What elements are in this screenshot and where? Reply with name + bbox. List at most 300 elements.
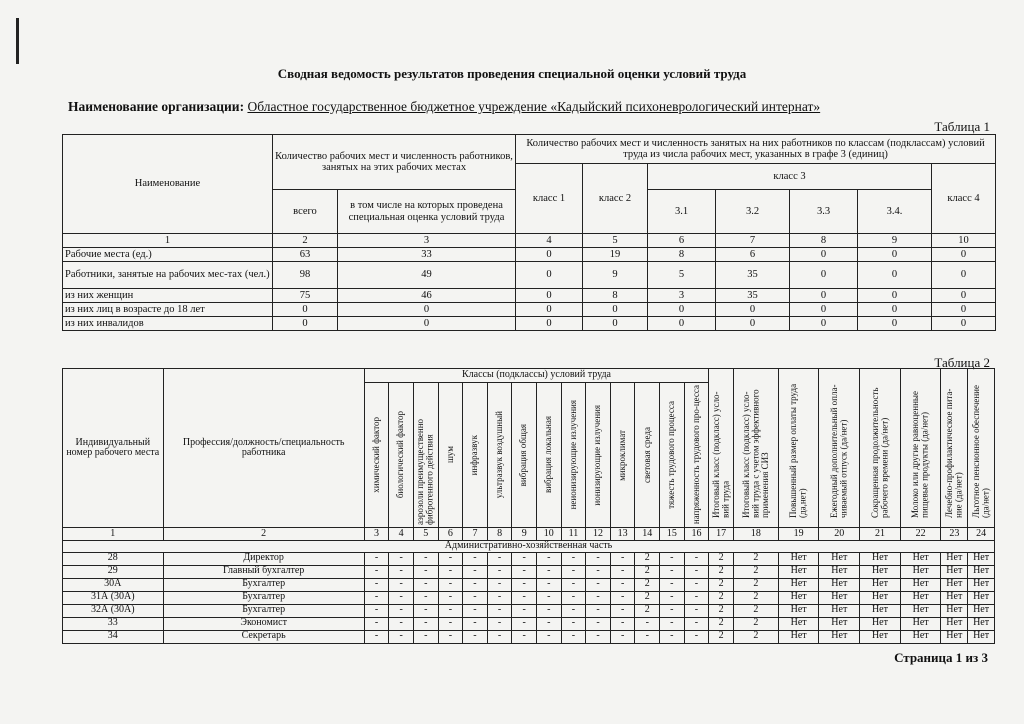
organization-line (68, 99, 820, 115)
t2-cell: - (512, 604, 537, 617)
t2-cell: Нет (819, 617, 860, 630)
t2-cell: 2 (733, 578, 778, 591)
t1-column-number: 7 (716, 234, 790, 248)
t2-column-number: 7 (463, 528, 488, 541)
t2-cell: - (512, 591, 537, 604)
t2-cell: - (364, 552, 389, 565)
vertical-header-text: Льготное пенсионное обеспечение (да/нет) (970, 385, 991, 518)
t2-cell: Нет (968, 552, 995, 565)
t2-cell: - (364, 591, 389, 604)
t2-cell: - (684, 591, 709, 604)
t2-cell: 2 (635, 552, 660, 565)
t1-cell: 0 (932, 262, 996, 289)
t2-cell: - (610, 591, 635, 604)
t1-cell: 0 (932, 248, 996, 262)
t2-cell: - (364, 604, 389, 617)
t2-header-summary (709, 369, 734, 528)
t1-cell: 0 (648, 303, 716, 317)
t2-cell: Нет (778, 617, 819, 630)
t2-header-factor (660, 383, 685, 528)
t2-cell: - (438, 591, 463, 604)
t2-cell: - (463, 630, 488, 643)
t2-cell: - (463, 552, 488, 565)
t1-cell: 0 (516, 289, 583, 303)
t1-cell: 6 (716, 248, 790, 262)
t1-cell: 75 (273, 289, 338, 303)
t2-header-factor (610, 383, 635, 528)
t1-cell: 0 (858, 248, 932, 262)
t2-cell: - (537, 552, 562, 565)
t1-cell: 46 (338, 289, 516, 303)
t2-column-number: 8 (487, 528, 512, 541)
vertical-header-text: микроклимат (616, 429, 627, 481)
t2-cell: - (389, 617, 414, 630)
t1-cell: 0 (858, 262, 932, 289)
t2-header-factor (561, 383, 586, 528)
t2-cell: - (463, 617, 488, 630)
t2-header-factor (413, 383, 438, 528)
t2-cell: Нет (900, 630, 941, 643)
t2-cell: - (561, 552, 586, 565)
t2-column-number: 4 (389, 528, 414, 541)
t2-header-factor (684, 383, 709, 528)
t2-cell: - (660, 591, 685, 604)
t2-cell: - (660, 617, 685, 630)
t1-cell: 35 (716, 289, 790, 303)
t2-header-summary (860, 369, 901, 528)
t1-cell: 0 (648, 317, 716, 331)
t2-cell: - (487, 552, 512, 565)
vertical-header-text: инфразвук (469, 434, 480, 476)
table-row (63, 565, 995, 578)
t1-column-numbers (63, 234, 996, 248)
t2-row-id: 30А (63, 578, 164, 591)
t2-cell: - (684, 578, 709, 591)
t2-column-number: 1 (63, 528, 164, 541)
t2-cell: Нет (860, 617, 901, 630)
t2-cell: - (413, 578, 438, 591)
t2-cell: - (413, 565, 438, 578)
t2-cell: Нет (900, 565, 941, 578)
t1-header-assessed: в том числе на которых проведена специальная оценка условий труда (338, 190, 516, 234)
t2-cell: - (364, 565, 389, 578)
t2-cell: Нет (778, 591, 819, 604)
t2-header-summary (819, 369, 860, 528)
t2-cell: - (610, 552, 635, 565)
t2-cell: - (586, 565, 611, 578)
vertical-header-text: Итоговый класс (подкласс) усло-вий труда с учетом эффективного применения СИЗ (740, 389, 770, 518)
t2-column-number: 15 (660, 528, 685, 541)
organization-name: Областное государственное бюджетное учреждение «Кадыйский психоневрологический интернат» (247, 99, 821, 114)
t2-cell: - (660, 565, 685, 578)
t2-cell: Нет (778, 604, 819, 617)
t2-cell: - (512, 565, 537, 578)
vertical-header-text: Ежегодный дополнительный опла-чиваемый отпуск (да/нет) (828, 384, 849, 518)
t2-cell: 2 (733, 617, 778, 630)
t2-cell: Нет (968, 604, 995, 617)
t2-header-factor (586, 383, 611, 528)
t1-cell: 0 (790, 303, 858, 317)
t2-cell: Нет (968, 630, 995, 643)
t1-header-name: Наименование (63, 135, 273, 234)
t2-cell: Нет (778, 552, 819, 565)
t2-header-id: Индивидуальный номер рабочего места (63, 369, 164, 528)
t2-header-classes-group: Классы (подклассы) условий труда (364, 369, 709, 383)
t2-cell: - (537, 565, 562, 578)
t2-column-number: 11 (561, 528, 586, 541)
t2-header-profession: Профессия/должность/специальность работника (163, 369, 364, 528)
table1-caption: Таблица 1 (934, 119, 990, 134)
t2-row-name: Экономист (163, 617, 364, 630)
organization-label: Наименование организации: (68, 99, 245, 114)
t2-cell: Нет (860, 591, 901, 604)
t2-cell: - (438, 604, 463, 617)
t2-cell: - (389, 591, 414, 604)
t2-cell: Нет (900, 591, 941, 604)
t1-cell: 0 (516, 262, 583, 289)
t2-cell: - (586, 604, 611, 617)
vertical-header-text: Повышенный размер оплаты труда (да,нет) (788, 383, 808, 518)
t2-cell: - (586, 578, 611, 591)
vertical-header-text: неионизирующие излучения (567, 400, 578, 510)
t2-column-number: 24 (968, 528, 995, 541)
table-row (63, 262, 996, 289)
t2-column-number: 6 (438, 528, 463, 541)
t2-column-number: 14 (635, 528, 660, 541)
vertical-header-text: химический фактор (370, 417, 381, 493)
t2-header-summary (968, 369, 995, 528)
t2-cell: - (537, 578, 562, 591)
t1-cell: 0 (516, 303, 583, 317)
t1-header-c34: 3.4. (858, 190, 932, 234)
vertical-header-text: вибрация локальная (543, 416, 554, 494)
t2-row-name: Директор (163, 552, 364, 565)
t2-cell: - (487, 565, 512, 578)
t1-cell: 33 (338, 248, 516, 262)
t1-column-number: 9 (858, 234, 932, 248)
t2-cell: Нет (900, 578, 941, 591)
t2-cell: - (684, 604, 709, 617)
vertical-header-text: ионизирующие излучения (592, 404, 603, 506)
t2-cell: Нет (819, 591, 860, 604)
t2-column-numbers (63, 528, 995, 541)
t2-cell: - (413, 591, 438, 604)
t2-cell: Нет (941, 604, 968, 617)
t1-column-number: 5 (583, 234, 648, 248)
t1-column-number: 10 (932, 234, 996, 248)
t2-cell: Нет (860, 604, 901, 617)
vertical-header-text: Сокращенная продолжительность рабочего времени (да/нет) (869, 387, 889, 518)
table-row (63, 578, 995, 591)
table-row (63, 591, 995, 604)
t2-cell: - (389, 552, 414, 565)
t2-cell: - (586, 617, 611, 630)
t2-cell: - (610, 630, 635, 643)
vertical-header-text: аэрозоли преимущественно фиброгенного действия (415, 418, 435, 525)
t1-cell: 0 (932, 317, 996, 331)
t2-cell: - (413, 604, 438, 617)
t2-cell: - (413, 617, 438, 630)
t2-cell: Нет (941, 565, 968, 578)
t1-cell: 0 (583, 303, 648, 317)
t2-cell: - (438, 578, 463, 591)
t2-cell: - (537, 617, 562, 630)
t2-cell: - (512, 578, 537, 591)
t2-column-number: 22 (900, 528, 941, 541)
t1-cell: 8 (648, 248, 716, 262)
t1-cell: 0 (858, 317, 932, 331)
t2-cell: - (610, 565, 635, 578)
t1-header-group-a: Количество рабочих мест и численность работников, занятых на этих рабочих местах (273, 135, 516, 190)
table-row (63, 552, 995, 565)
t1-cell: 0 (716, 317, 790, 331)
t2-row-name: Секретарь (163, 630, 364, 643)
t2-row-name: Главный бухгалтер (163, 565, 364, 578)
t2-cell: Нет (860, 578, 901, 591)
t2-cell: - (438, 630, 463, 643)
t2-cell: 2 (733, 565, 778, 578)
t2-header-summary (900, 369, 941, 528)
t2-cell: - (438, 552, 463, 565)
t2-cell: 2 (635, 591, 660, 604)
t1-cell: 0 (338, 317, 516, 331)
t1-header-class4: класс 4 (932, 164, 996, 234)
t2-column-number: 20 (819, 528, 860, 541)
vertical-header-text: тяжесть трудового процесса (666, 401, 677, 509)
table-row (63, 317, 996, 331)
table-row (63, 604, 995, 617)
t2-cell: Нет (778, 565, 819, 578)
t1-header-total: всего (273, 190, 338, 234)
t2-cell: - (610, 604, 635, 617)
t2-cell: - (364, 617, 389, 630)
t2-cell: Нет (819, 578, 860, 591)
t2-row-id: 29 (63, 565, 164, 578)
t2-cell: Нет (860, 630, 901, 643)
t2-cell: Нет (819, 630, 860, 643)
t2-cell: - (684, 565, 709, 578)
t2-cell: - (463, 604, 488, 617)
t1-cell: 49 (338, 262, 516, 289)
t2-cell: Нет (778, 630, 819, 643)
t2-cell: 2 (635, 604, 660, 617)
vertical-header-text: биологический фактор (395, 411, 406, 499)
t2-cell: - (389, 565, 414, 578)
vertical-header-text: Молоко или другие равноценные пищевые продукты (да/нет) (910, 391, 930, 518)
t1-cell: 19 (583, 248, 648, 262)
t1-cell: 5 (648, 262, 716, 289)
t1-cell: 35 (716, 262, 790, 289)
t2-cell: 2 (709, 617, 734, 630)
t2-cell: Нет (900, 604, 941, 617)
t2-cell: 2 (733, 604, 778, 617)
t1-header-class2: класс 2 (583, 164, 648, 234)
t2-column-number: 12 (586, 528, 611, 541)
t2-cell: Нет (968, 591, 995, 604)
t2-row-id: 34 (63, 630, 164, 643)
t2-column-number: 9 (512, 528, 537, 541)
t2-cell: - (660, 552, 685, 565)
t2-cell: - (413, 552, 438, 565)
t2-column-number: 5 (413, 528, 438, 541)
t2-cell: 2 (635, 578, 660, 591)
t1-cell: 0 (790, 289, 858, 303)
t2-column-number: 3 (364, 528, 389, 541)
table-row (63, 303, 996, 317)
t2-cell: Нет (900, 617, 941, 630)
t2-cell: - (586, 630, 611, 643)
t2-column-number: 13 (610, 528, 635, 541)
t2-column-number: 23 (941, 528, 968, 541)
vertical-header-text: световая среда (641, 427, 652, 483)
t1-cell: 0 (516, 317, 583, 331)
t2-row-id: 32А (30А) (63, 604, 164, 617)
t1-column-number: 1 (63, 234, 273, 248)
t2-row-id: 28 (63, 552, 164, 565)
t2-cell: Нет (819, 565, 860, 578)
t2-header-factor (512, 383, 537, 528)
t2-cell: - (610, 578, 635, 591)
t2-header-factor (537, 383, 562, 528)
t1-cell: 0 (858, 303, 932, 317)
t2-cell: Нет (819, 604, 860, 617)
t2-cell: 2 (733, 552, 778, 565)
t2-cell: - (463, 578, 488, 591)
table-row (63, 617, 995, 630)
t1-cell: 0 (516, 248, 583, 262)
t2-header-factor (487, 383, 512, 528)
t2-column-number: 19 (778, 528, 819, 541)
t2-cell: Нет (941, 617, 968, 630)
t2-cell: - (487, 630, 512, 643)
t1-column-number: 8 (790, 234, 858, 248)
vertical-header-text: шум (444, 446, 455, 464)
t2-column-number: 18 (733, 528, 778, 541)
t1-header-c31: 3.1 (648, 190, 716, 234)
t2-cell: - (684, 552, 709, 565)
t2-cell: - (512, 617, 537, 630)
t2-cell: - (463, 591, 488, 604)
t1-cell: 0 (858, 289, 932, 303)
t2-row-name: Бухгалтер (163, 604, 364, 617)
t2-cell: - (561, 591, 586, 604)
document-title: Сводная ведомость результатов проведения специальной оценки условий труда (277, 66, 747, 81)
t2-cell: - (586, 591, 611, 604)
table-row (63, 289, 996, 303)
t2-column-number: 21 (860, 528, 901, 541)
t2-cell: 2 (635, 565, 660, 578)
t2-cell: - (487, 617, 512, 630)
t2-cell: 2 (709, 630, 734, 643)
vertical-header-text: Лечебно-профилактическое пита-ние (да/нет) (943, 388, 964, 518)
t2-cell: - (438, 617, 463, 630)
t2-cell: - (610, 617, 635, 630)
table2-caption: Таблица 2 (934, 355, 990, 370)
t2-cell: - (684, 617, 709, 630)
t1-column-number: 2 (273, 234, 338, 248)
t1-cell: 0 (790, 248, 858, 262)
t2-header-factor (635, 383, 660, 528)
t2-cell: - (537, 604, 562, 617)
t2-row-id: 31А (30А) (63, 591, 164, 604)
t2-cell: - (487, 591, 512, 604)
t2-row-name: Бухгалтер (163, 578, 364, 591)
t2-cell: - (561, 604, 586, 617)
t1-cell: 0 (790, 262, 858, 289)
t2-column-number: 10 (537, 528, 562, 541)
t1-cell: 0 (583, 317, 648, 331)
t1-cell: 0 (273, 317, 338, 331)
t1-cell: 98 (273, 262, 338, 289)
t1-cell: 63 (273, 248, 338, 262)
t2-cell: 2 (709, 591, 734, 604)
t2-cell: Нет (968, 578, 995, 591)
t2-cell: Нет (968, 617, 995, 630)
t2-cell: - (561, 565, 586, 578)
vertical-header-text: напряженность трудового про-цесса (690, 385, 701, 525)
t2-cell: - (660, 604, 685, 617)
t2-column-number: 2 (163, 528, 364, 541)
vertical-header-text: вибрация общая (518, 423, 529, 487)
t2-cell: Нет (941, 630, 968, 643)
page-number: Страница 1 из 3 (894, 650, 988, 665)
t2-header-factor (438, 383, 463, 528)
t2-cell: - (537, 591, 562, 604)
t2-cell: 2 (709, 565, 734, 578)
t2-row-name: Бухгалтер (163, 591, 364, 604)
t1-column-number: 3 (338, 234, 516, 248)
t2-row-id: 33 (63, 617, 164, 630)
t2-cell: 2 (733, 591, 778, 604)
t1-column-number: 6 (648, 234, 716, 248)
table-row (63, 248, 996, 262)
t1-cell: 9 (583, 262, 648, 289)
t1-header-c33: 3.3 (790, 190, 858, 234)
t2-cell: - (389, 630, 414, 643)
t2-cell: Нет (941, 591, 968, 604)
t2-cell: - (660, 630, 685, 643)
t2-cell: - (635, 630, 660, 643)
t2-cell: - (389, 604, 414, 617)
t1-column-number: 4 (516, 234, 583, 248)
t1-header-class3: класс 3 (648, 164, 932, 190)
t2-cell: - (537, 630, 562, 643)
summary-table (62, 134, 996, 331)
t2-cell: - (684, 630, 709, 643)
t1-row-name: из них женщин (63, 289, 273, 303)
t1-header-c32: 3.2 (716, 190, 790, 234)
t2-cell: - (586, 552, 611, 565)
t2-cell: - (413, 630, 438, 643)
t2-header-factor (463, 383, 488, 528)
t1-cell: 0 (338, 303, 516, 317)
t2-cell: Нет (860, 552, 901, 565)
t2-cell: - (660, 578, 685, 591)
t2-cell: Нет (819, 552, 860, 565)
t2-cell: 2 (709, 604, 734, 617)
t2-header-summary (941, 369, 968, 528)
t2-cell: 2 (733, 630, 778, 643)
t2-cell: - (364, 578, 389, 591)
vertical-header-text: Итоговый класс (подкласс) усло-вий труда (710, 391, 731, 518)
t2-cell: - (487, 578, 512, 591)
t2-cell: - (561, 578, 586, 591)
t2-cell: Нет (778, 578, 819, 591)
t2-header-summary (778, 369, 819, 528)
t2-header-factor (389, 383, 414, 528)
margin-mark (16, 18, 19, 64)
t1-row-name: из них лиц в возрасте до 18 лет (63, 303, 273, 317)
